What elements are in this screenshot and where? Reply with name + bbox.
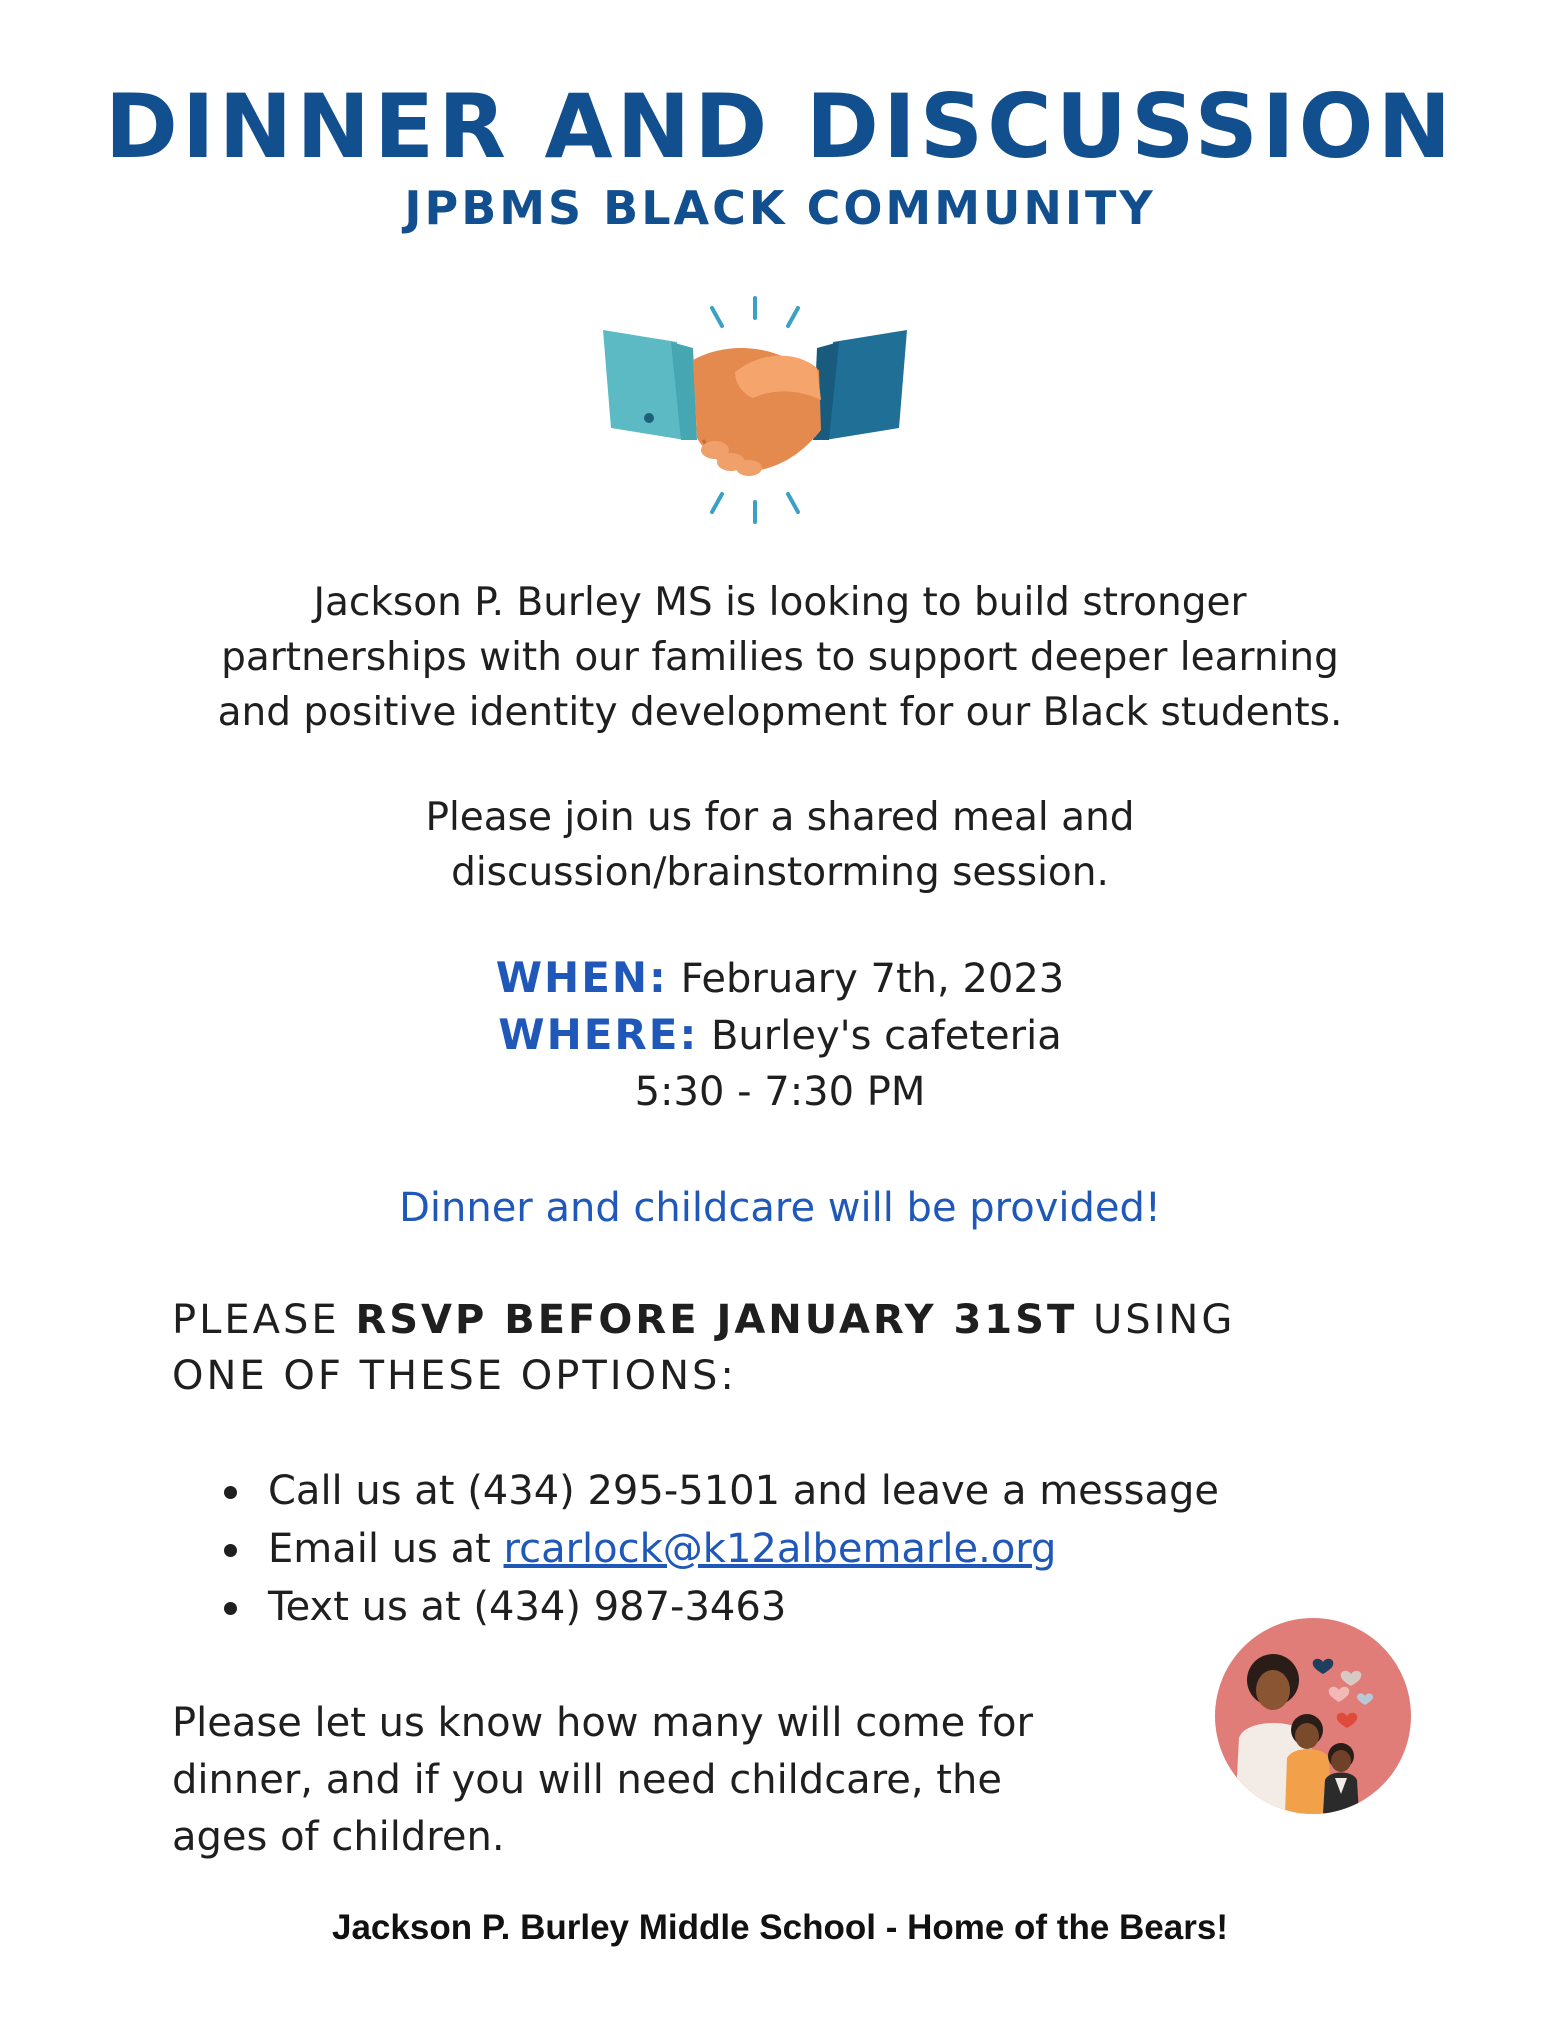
when-label: WHEN: xyxy=(495,953,668,1002)
list-item xyxy=(220,1520,1219,1578)
rsvp-prefix: PLEASE xyxy=(172,1297,340,1343)
rsvp-heading xyxy=(172,1292,1412,1404)
intro-line-3: and positive identity development for our Black students. xyxy=(217,690,1343,735)
where-row xyxy=(0,1007,1560,1064)
when-value: February 7th, 2023 xyxy=(680,956,1065,1002)
event-details xyxy=(0,950,1560,1120)
text-option: Text us at (434) 987-3463 xyxy=(268,1584,787,1630)
time-value: 5:30 - 7:30 PM xyxy=(634,1069,926,1115)
flyer-title: DINNER AND DISCUSSION xyxy=(104,75,1456,178)
intro-line-1: Jackson P. Burley MS is looking to build stronger xyxy=(313,580,1247,625)
invite-line-1: Please join us for a shared meal and xyxy=(425,795,1135,840)
intro-paragraph xyxy=(100,575,1460,740)
list-item xyxy=(220,1578,1219,1636)
call-option: Call us at (434) 295-5101 and leave a message xyxy=(268,1468,1219,1514)
rsvp-deadline: RSVP BEFORE JANUARY 31ST xyxy=(355,1297,1078,1343)
invite-line-2: discussion/brainstorming session. xyxy=(451,850,1109,895)
intro-line-2: partnerships with our families to support deeper learning xyxy=(221,635,1339,680)
family-illustration xyxy=(1215,1618,1411,1814)
when-row xyxy=(0,950,1560,1007)
note-line-3: ages of children. xyxy=(172,1814,505,1860)
rsvp-line-2: ONE OF THESE OPTIONS: xyxy=(172,1353,737,1399)
rsvp-suffix: USING xyxy=(1092,1297,1236,1343)
time-row xyxy=(0,1064,1560,1120)
handshake-icon xyxy=(585,290,925,530)
where-label: WHERE: xyxy=(498,1010,699,1059)
note-line-2: dinner, and if you will need childcare, the xyxy=(172,1757,1002,1803)
note-line-1: Please let us know how many will come for xyxy=(172,1700,1033,1746)
provided-notice: Dinner and childcare will be provided! xyxy=(399,1185,1161,1231)
flyer-subtitle: JPBMS BLACK COMMUNITY xyxy=(404,181,1156,235)
note-paragraph xyxy=(172,1695,1172,1866)
invite-paragraph xyxy=(100,790,1460,900)
where-value: Burley's cafeteria xyxy=(710,1013,1062,1059)
email-link[interactable]: rcarlock@k12albemarle.org xyxy=(503,1526,1057,1572)
list-item xyxy=(220,1462,1219,1520)
email-prefix: Email us at xyxy=(268,1526,491,1572)
rsvp-options-list xyxy=(220,1462,1219,1636)
footer-text: Jackson P. Burley Middle School - Home of the Bears! xyxy=(332,1908,1228,1947)
